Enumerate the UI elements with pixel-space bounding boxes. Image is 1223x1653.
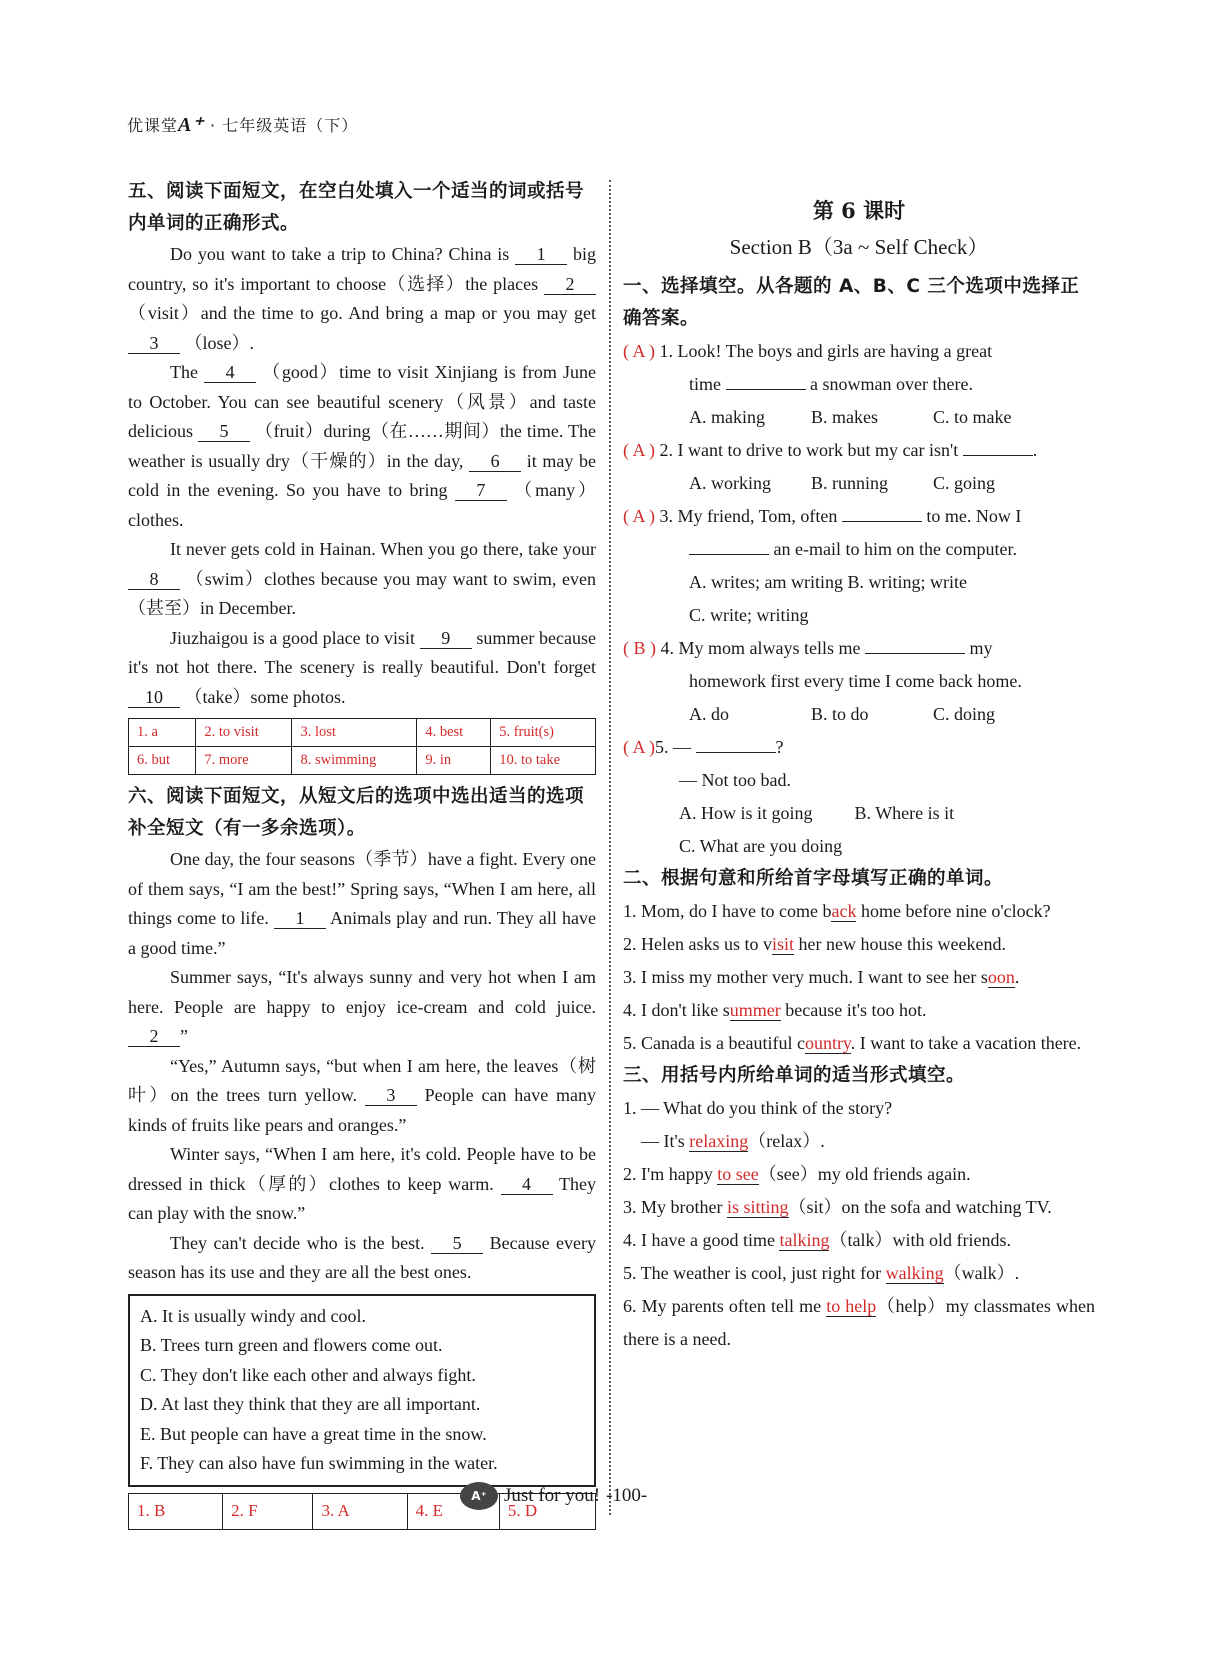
option-f: F. They can also have fun swimming in the water. — [140, 1453, 498, 1473]
form-item-4: 4. I have a good time talking（talk）with old friends. — [623, 1230, 1011, 1250]
mc-options-3: A. writes; am writing B. writing; write — [689, 572, 967, 592]
blank-3: 3 — [128, 333, 180, 354]
form-item-2: 2. I'm happy to see（see）my old friends again. — [623, 1164, 971, 1184]
form-item-1b: — It's relaxing（relax）. — [641, 1131, 825, 1151]
blank-3: 3 — [365, 1085, 417, 1106]
form-item-5: 5. The weather is cool, just right for walking（walk）. — [623, 1263, 1020, 1283]
page-number: -100- — [606, 1485, 648, 1506]
answer-cell: 6. but — [129, 747, 196, 775]
blank-8: 8 — [128, 569, 180, 590]
left-column — [128, 176, 596, 1536]
footer-slogan: Just for you! — [504, 1485, 601, 1506]
answer-cell: 3. lost — [292, 719, 417, 747]
answer-cell: 4. E — [407, 1493, 499, 1529]
mc-question-3: ( A ) 3. My friend, Tom, often to me. Now I — [623, 506, 1022, 526]
mc-options-2: A. working B. running C. going — [689, 473, 996, 493]
page-header — [127, 112, 358, 137]
option-a: A. It is usually windy and cool. — [140, 1305, 366, 1326]
answer-gap — [689, 554, 769, 555]
answer-cell: 7. more — [196, 747, 292, 775]
answer-cell: 3. A — [313, 1493, 407, 1529]
section-5-title: 五、阅读下面短文，在空白处填入一个适当的词或括号内单词的正确形式。 — [128, 181, 585, 234]
answer-cell: 4. best — [417, 719, 491, 747]
option-e: E. But people can have a great time in the snow. — [140, 1423, 487, 1444]
answer-cell: 5. fruit(s) — [491, 719, 596, 747]
s6-paragraph-1: One day, the four seasons（季节）have a fight. Every one of them says, “I am the best!” Spring says, “When I am here, all things come to life. 1 Animals play and run. They all have a good time.” — [128, 849, 596, 958]
right-column: 第 6 课时 Section B（3a ~ Self Check） 一、选择填空。从各题的 A、B、C 三个选项中选择正确答案。 ( A ) 1. Look! The boys and girls are having a great time a snowman over there. A. making B. makes C. to make ( A ) 2. I want to drive to work but my car isn't . A. working B. running C. going ( A ) 3. My friend, Tom, often to me. Now I an e-mail to him on the computer. A. writes; am writing B. writing; write C. write; writing ( B ) 4. My mom always tells me my homework first every time I come back home. A. do B. to do C. doing ( A )5. — ? — Not too bad. A. How is it going B. Where is it C. What are you doing 二、根据句意和所给首字母填写正确的单词。 1. Mom, do I have to come back home before nine o'clock? 2. Helen asks us to visit her new house this weekend. 3. I miss my mother very much. I want to see her soon. 4. I don't like summer because it's too hot. 5. Canada is a beautiful country. I want to take a vacation there. 三、用括号内所给单词的适当形式填空。 1. — What do you think of the story? — It's relaxing（relax）. 2. I'm happy to see（see）my old friends again. 3. My brother is sitting（sit）on the sofa and watching TV. 4. I have a good time talking（talk）with old friends. 5. The weather is cool, just right for walking（walk）. 6. My parents often tell me to help（help）my classmates when there is a need. — [623, 195, 1095, 1356]
blank-10: 10 — [128, 687, 180, 708]
part-1-title: 一、选择填空。从各题的 A、B、C 三个选项中选择正确答案。 — [623, 276, 1080, 329]
mc-question-1: ( A ) 1. Look! The boys and girls are having a great — [623, 341, 993, 361]
mc-options-1: A. making B. makes C. to make — [689, 407, 1012, 427]
blank-4: 4 — [204, 362, 256, 383]
brand-logo-icon: A⁺ — [460, 1482, 498, 1510]
section-6-title: 六、阅读下面短文，从短文后的选项中选出适当的选项补全短文（有一多余选项）。 — [128, 786, 585, 839]
answer-mark: ( A ) — [623, 506, 656, 526]
s6-paragraph-4: Winter says, “When I am here, it's cold. People have to be dressed in thick（厚的）clothes to keep warm. 4 They can play with the snow.” — [128, 1144, 596, 1223]
s6-paragraph-2: Summer says, “It's always sunny and very hot when I am here. People are happy to enjoy ice-cream and cold juice. 2 ” — [128, 967, 596, 1046]
answer-gap — [696, 752, 776, 753]
fill-item-4: 4. I don't like summer because it's too hot. — [623, 1000, 927, 1020]
answer-cell: 1. B — [129, 1493, 223, 1529]
fill-item-5: 5. Canada is a beautiful country. I want to take a vacation there. — [623, 1033, 1082, 1053]
s5-paragraph-2: The 4 （good）time to visit Xinjiang is from June to October. You can see beautiful scenery（风景）and taste delicious 5 （fruit）during（在……期间）the time. The weather is usually dry（干燥的）in the day, 6 it may be cold in the evening. So you have to bring 7 （many）clothes. — [128, 362, 597, 530]
options-box — [128, 1294, 596, 1487]
lesson-subtitle: Section B（3a ~ Self Check） — [729, 235, 989, 259]
answer-cell: 8. swimming — [292, 747, 417, 775]
blank-5: 5 — [198, 421, 250, 442]
s5-paragraph-3: It never gets cold in Hainan. When you go there, take your 8 （swim）clothes because you may want to swim, even（甚至）in December. — [128, 539, 597, 618]
answer-gap — [865, 653, 965, 654]
blank-9: 9 — [420, 628, 472, 649]
answer-cell: 10. to take — [491, 747, 596, 775]
blank-1: 1 — [515, 244, 567, 265]
mc-options-4: A. do B. to do C. doing — [689, 704, 996, 724]
answer-mark: ( A ) — [623, 341, 656, 361]
blank-1: 1 — [274, 908, 326, 929]
blank-7: 7 — [455, 480, 507, 501]
mc-question-2: ( A ) 2. I want to drive to work but my car isn't . — [623, 440, 1038, 460]
blank-2: 2 — [128, 1026, 180, 1047]
brand-name: 优课堂 — [127, 116, 179, 135]
part-3-title: 三、用括号内所给单词的适当形式填空。 — [623, 1065, 966, 1086]
fill-item-3: 3. I miss my mother very much. I want to see her soon. — [623, 967, 1020, 987]
fill-item-1: 1. Mom, do I have to come back home before nine o'clock? — [623, 901, 1051, 921]
blank-5: 5 — [431, 1233, 483, 1254]
form-item-6: 6. My parents often tell me to help（help）my classmates when there is a need. — [623, 1296, 1095, 1349]
s5-paragraph-1: Do you want to take a trip to China? China is 1 big country, so it's important to choose（选择）the places 2 （visit）and the time to go. And bring a map or you may get 3 （lose）. — [128, 244, 597, 353]
column-divider — [609, 180, 611, 1515]
answer-gap — [842, 521, 922, 522]
lesson-title: 第 6 课时 — [812, 198, 906, 223]
mc-question-4: ( B ) 4. My mom always tells me my — [623, 638, 993, 658]
part-2-title: 二、根据句意和所给首字母填写正确的单词。 — [623, 868, 1004, 889]
blank-6: 6 — [469, 451, 521, 472]
answer-cell: 2. to visit — [196, 719, 292, 747]
form-item-3: 3. My brother is sitting（sit）on the sofa and watching TV. — [623, 1197, 1052, 1217]
brand-mark: A⁺ — [178, 114, 204, 136]
option-c: C. They don't like each other and always fight. — [140, 1364, 476, 1385]
answer-cell: 2. F — [223, 1493, 313, 1529]
answer-cell: 5. D — [499, 1493, 595, 1529]
answer-mark: ( B ) — [623, 638, 656, 658]
answer-mark: ( A ) — [623, 737, 656, 757]
blank-2: 2 — [544, 274, 596, 295]
mc-options-5: A. How is it going B. Where is it — [679, 803, 955, 823]
form-item-1a: 1. — What do you think of the story? — [623, 1098, 893, 1118]
answer-gap — [726, 389, 806, 390]
answer-mark: ( A ) — [623, 440, 656, 460]
s5-answer-table — [128, 718, 596, 775]
s6-paragraph-5: They can't decide who is the best. 5 Because every season has its use and they are all the best ones. — [128, 1232, 597, 1282]
option-b: B. Trees turn green and flowers come out. — [140, 1335, 443, 1355]
mc-options-3b: C. write; writing — [689, 605, 809, 625]
subject-label: · 七年级英语（下） — [210, 116, 359, 135]
answer-cell: 9. in — [417, 747, 491, 775]
mc-question-5: ( A )5. — ? — [623, 737, 784, 757]
s6-paragraph-3: “Yes,” Autumn says, “but when I am here, the leaves（树叶）on the trees turn yellow. 3 People can have many kinds of fruits like pears and oranges.” — [128, 1055, 596, 1135]
fill-item-2: 2. Helen asks us to visit her new house this weekend. — [623, 934, 1006, 954]
blank-4: 4 — [501, 1174, 553, 1195]
answer-cell: 1. a — [129, 719, 196, 747]
s5-paragraph-4: Jiuzhaigou is a good place to visit 9 summer because it's not hot there. The scenery is really beautiful. Don't forget 10 （take）some photos. — [128, 627, 597, 707]
page-footer — [460, 1482, 647, 1510]
option-d: D. At last they think that they are all important. — [140, 1394, 481, 1414]
answer-gap — [963, 455, 1033, 456]
